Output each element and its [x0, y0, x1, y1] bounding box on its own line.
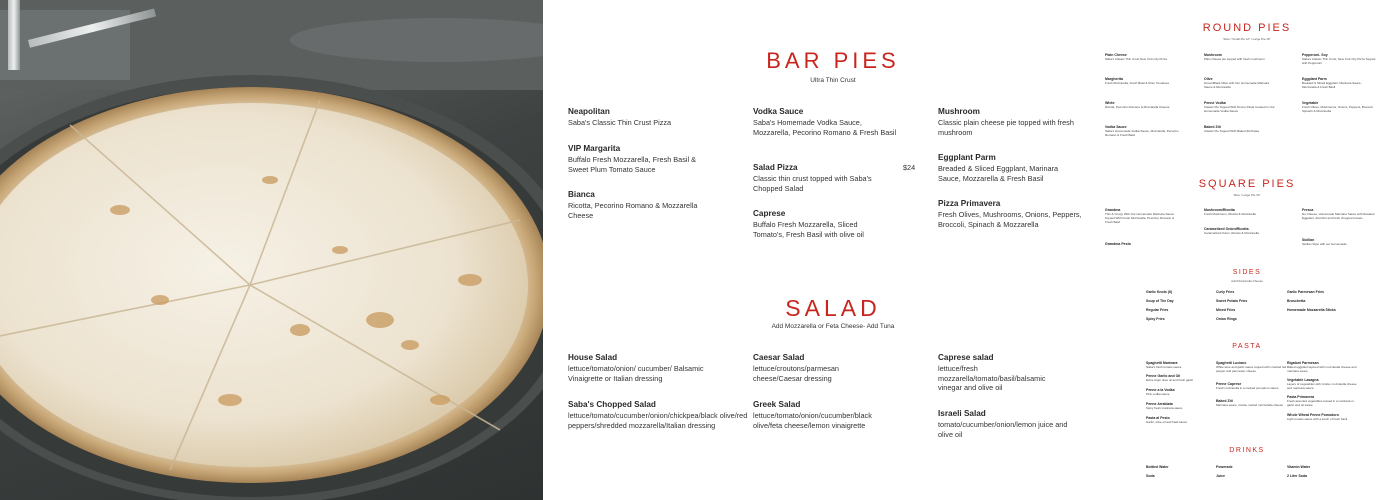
mini-item-name: Regular Fries: [1146, 308, 1169, 312]
mini-item-desc: Garlic, olive oil and basil sauce: [1146, 420, 1188, 424]
mini-item: [1216, 474, 1290, 478]
item-name: Pizza Primavera: [938, 199, 1001, 208]
mini-item-desc: Classic Pie Topped With Penne Pasta Cooked In Our Homemade Vodka Sauce: [1204, 105, 1275, 113]
mini-item-name: Vodka Sauce: [1105, 125, 1127, 129]
menu-item: [753, 209, 883, 239]
item-name: Vodka Sauce: [753, 107, 804, 116]
mini-item-name: Juice: [1216, 474, 1225, 478]
mini-item: [1204, 77, 1278, 89]
item-desc: Buffalo Fresh Mozzarella, Fresh Basil & Sweet Plum Tomato Sauce: [568, 155, 697, 174]
bar-pies-title: BAR PIES: [766, 48, 900, 73]
pasta-title: PASTA: [1232, 343, 1262, 350]
mini-item: [1216, 308, 1290, 312]
mini-item: [1146, 474, 1220, 478]
menu-item: [938, 153, 1078, 183]
item-name: Caprese salad: [938, 353, 994, 362]
mini-item: [1146, 416, 1220, 424]
mini-item-name: Grandma: [1105, 208, 1121, 212]
mini-item: [1146, 317, 1220, 321]
mini-item-name: Pasta al Pesto: [1146, 416, 1170, 420]
mini-item-name: Bruschetta: [1287, 299, 1306, 303]
item-name: Neapolitan: [568, 107, 610, 116]
mini-item-desc: No Cheese, Homemade Marinara Sauce with Roasted Eggplant, Zucchini and fresh chopped tomato: [1302, 212, 1375, 220]
mini-item-desc: Spicy fresh marinara sauce: [1146, 406, 1183, 410]
mini-item: [1204, 53, 1278, 61]
mini-item-name: Penne Vodka: [1204, 101, 1226, 105]
item-desc: Breaded & Sliced Eggplant, Marinara Sauce, Mozzarella & Fresh Basil: [938, 164, 1059, 183]
mini-item-name: Pasta Primavera: [1287, 395, 1315, 399]
item-name: VIP Margarita: [568, 144, 621, 153]
item-name: House Salad: [568, 353, 618, 362]
mini-item-desc: Green/Black Olive with Our Homemade Marinara Sauce & Mozzarella: [1204, 81, 1270, 89]
mini-item-desc: Saba's Homemade Vodka Sauce, Mozzarella, Pecorino Romano & Fresh Basil: [1105, 129, 1179, 137]
mini-item-name: Soda: [1146, 474, 1155, 478]
mini-item: [1216, 382, 1290, 390]
mini-item-desc: Sicilian Style with our Homemade: [1302, 242, 1347, 246]
salad-title: SALAD: [785, 295, 881, 321]
item-name: Saba's Chopped Salad: [568, 400, 656, 409]
mini-item: [1146, 299, 1220, 303]
mini-item-name: Plain Cheese: [1105, 53, 1127, 57]
mini-item-desc: Classic Pie Topped With Baked Ziti Pasta: [1204, 129, 1259, 133]
item-desc: Classic thin crust topped with Saba's Chopped Salad: [753, 174, 872, 193]
item-name: Caesar Salad: [753, 353, 805, 362]
sides-subtitle: Add Mozzarella Cheese: [1231, 279, 1263, 283]
item-name: Eggplant Parm: [938, 153, 996, 162]
mini-item: [1204, 101, 1278, 113]
pizza-photo: [0, 0, 543, 500]
mini-item: [1146, 388, 1220, 396]
mini-item-name: Margherita: [1105, 77, 1123, 81]
mini-item-desc: Fresh Mozzarella, Fresh Basil & Plum Tomatoes: [1105, 81, 1169, 85]
mini-item-name: Sicilian: [1302, 238, 1315, 242]
mini-item-name: Olive: [1204, 77, 1213, 81]
mini-item-name: Whole Wheat Penne Pomodoro: [1287, 413, 1339, 417]
mini-item-name: 2 Liter Soda: [1287, 474, 1308, 478]
mini-item: [1216, 290, 1290, 294]
item-desc: lettuce/tomato/onion/cucumber/black olive/feta cheese/lemon vinaigrette: [753, 411, 872, 430]
sides-title: SIDES: [1232, 269, 1262, 276]
mini-item-name: Rigatoni Parmesan: [1287, 361, 1319, 365]
item-desc: tomato/cucumber/onion/lemon juice and olive oil: [938, 420, 1068, 439]
mini-item-desc: Caramelized Onion, Ricotta & Mozzarella: [1204, 231, 1259, 235]
mini-item-desc: Baked eggplant layered with mozzarella cheese and marinara sauce: [1287, 365, 1357, 373]
menu-item: [938, 199, 1083, 229]
mini-item-name: Spaghetti Marinara: [1146, 361, 1178, 365]
mini-item-name: Vegetable: [1302, 101, 1319, 105]
mini-item-desc: White wine and garlic sauce topped with crushed red pepper and parmesan cheese: [1216, 365, 1287, 373]
mini-item: [1287, 308, 1361, 312]
mini-item-desc: Light tomato sauce with a touch of fresh basil: [1287, 417, 1348, 421]
mini-item-name: Baked Ziti: [1216, 399, 1233, 403]
round-pies-subtitle: Slice / Small Pie 12" / Large Pie 16": [1223, 37, 1271, 41]
mini-item-desc: Saba's Classic Thin Crust, New York City Pizza Topped with Pepperoni: [1302, 57, 1376, 65]
mini-item-name: Garlic Parmesan Fries: [1287, 290, 1324, 294]
mini-item-name: Garlic Knots (6): [1146, 290, 1173, 294]
mini-item: [1287, 413, 1361, 421]
mini-item-name: White: [1105, 101, 1115, 105]
mini-item-name: Homemade Mozzarella Sticks: [1287, 308, 1336, 312]
item-desc: Saba's Classic Thin Crust Pizza: [568, 118, 672, 127]
menu-item: [568, 190, 718, 220]
item-desc: Buffalo Fresh Mozzarella, Sliced Tomato's, Fresh Basil with olive oil: [753, 220, 864, 239]
mini-item: [1204, 125, 1278, 133]
mini-item-name: Penne Garlic and Oil: [1146, 374, 1181, 378]
square-pies-subtitle: Slice / Large Pie 16": [1233, 193, 1261, 197]
mini-item-name: Penne Caprese: [1216, 382, 1242, 386]
menu-item: [568, 107, 748, 128]
mini-item-name: Caramelized Onion/Ricotta: [1204, 227, 1249, 231]
mini-item: [1302, 208, 1376, 220]
mini-item-name: Soup of The Day: [1146, 299, 1174, 303]
drinks-title: DRINKS: [1229, 447, 1265, 454]
mini-item-desc: Extra virgin olive oil and fresh garlic: [1146, 378, 1194, 382]
mini-item-name: Pepperoni- Soy: [1302, 53, 1328, 57]
mini-item-name: Eggplant Parm: [1302, 77, 1327, 81]
mini-item: [1105, 242, 1179, 246]
mini-item: [1105, 208, 1179, 224]
mini-item-name: Mushroom/Ricotta: [1204, 208, 1235, 212]
mini-item-desc: Breaded & Sliced Eggplant, Marinara Sauce, Mozzarella & Fresh Basil: [1302, 81, 1362, 89]
mini-item-desc: Plain cheese pie topped with fresh mushroom: [1204, 57, 1265, 61]
menu-item: [753, 107, 898, 137]
item-name: Bianca: [568, 190, 595, 199]
menu-item: [938, 409, 1078, 439]
mini-item-desc: Fresh Olives, Mushrooms, Onions, Peppers, Broccoli, Spinach & Mozzarella: [1302, 105, 1374, 113]
item-desc: Fresh Olives, Mushrooms, Onions, Peppers, Broccoli, Spinach & Mozzarella: [938, 210, 1082, 229]
item-desc: Ricotta, Pecorino Romano & Mozzarella Cheese: [568, 201, 698, 220]
mini-item: [1287, 290, 1361, 294]
mini-item: [1105, 53, 1179, 61]
mini-item-name: Fresca: [1302, 208, 1314, 212]
mini-item: [1216, 317, 1290, 321]
mini-item: [1146, 361, 1220, 369]
mini-item: [1146, 465, 1220, 469]
mini-item: [1302, 77, 1376, 89]
mini-item: [1302, 101, 1376, 113]
item-name: Israeli Salad: [938, 409, 986, 418]
item-desc: lettuce/tomato/cucumber/onion/chickpea/black olive/red peppers/shredded mozzarella/Italian dressing: [568, 411, 748, 430]
mini-item: [1287, 465, 1361, 469]
mini-item: [1105, 77, 1179, 85]
mini-item-name: Spicy Fries: [1146, 317, 1165, 321]
mini-item: [1204, 208, 1278, 216]
item-name: Caprese: [753, 209, 786, 218]
mini-item-desc: Layers of vegetables with ricotta, mozzarella cheese and marinara sauce: [1287, 382, 1357, 390]
mini-item-name: Vegetable Lasagna: [1287, 378, 1319, 382]
mini-item: [1302, 53, 1376, 65]
round-pies-title: ROUND PIES: [1202, 22, 1292, 34]
item-name: Salad Pizza: [753, 163, 798, 172]
item-desc: lettuce/fresh mozzarella/tomato/basil/balsamic vinegar and olive oil: [938, 364, 1046, 393]
item-name: Greek Salad: [753, 400, 801, 409]
mini-item-name: Baked Ziti: [1204, 125, 1221, 129]
menu-item: [753, 163, 893, 193]
price-label: $24: [903, 163, 916, 172]
mini-item-name: Onion Rings: [1216, 317, 1237, 321]
mini-item: [1216, 361, 1290, 373]
mini-item: [1146, 402, 1220, 410]
mini-item: [1287, 474, 1361, 478]
mini-item-desc: Marinara sauce, ricotta, melted mozzarella cheese: [1216, 403, 1284, 407]
mini-item-desc: Fresh Mushroom, Ricotta & Mozzarella: [1204, 212, 1256, 216]
bar-pies-subtitle: Ultra Thin Crust: [810, 77, 856, 84]
menu-item: [938, 107, 1078, 137]
mini-item: [1216, 465, 1290, 469]
menu-item: [568, 400, 748, 430]
mini-item: [1287, 299, 1361, 303]
mini-item: [1146, 374, 1220, 382]
mini-item-desc: Thin & Crispy With Our Homemade Marinara Sauce Topped With Fresh Mozzarella, Pecorino Romano & Fresh Basil: [1105, 212, 1175, 224]
item-desc: Classic plain cheese pie topped with fresh mushroom: [938, 118, 1074, 137]
mini-item-desc: Fresh assorted vegetables tossed in a marinara or garlic and oil sauce: [1287, 399, 1354, 407]
mini-item-name: Grandma Pesto: [1105, 242, 1131, 246]
mini-item-name: Sweet Potato Fries: [1216, 299, 1248, 303]
mini-item-desc: Fresh mozzarella in a cooked pomodoro sauce: [1216, 386, 1279, 390]
mini-item-desc: Saba's Classic Thin Crust New York City Pizza: [1105, 57, 1167, 61]
mini-item-desc: Pink vodka sauce: [1146, 392, 1170, 396]
mini-item-name: Spaghetti Luciano: [1216, 361, 1247, 365]
mini-item: [1146, 308, 1220, 312]
mini-item: [1302, 238, 1376, 248]
mini-item: [1287, 361, 1361, 373]
mini-item: [1287, 395, 1361, 407]
mini-item-name: Curly Fries: [1216, 290, 1235, 294]
menu-item: [568, 144, 718, 174]
menu-item: [938, 353, 1068, 393]
mini-item: [1204, 227, 1278, 235]
mini-item-desc: Saba's fresh tomato sauce: [1146, 365, 1182, 369]
mini-item-name: Powerade: [1216, 465, 1233, 469]
mini-item-name: Penne Arrabiata: [1146, 402, 1173, 406]
menu-item: [568, 353, 708, 383]
salad-subtitle: Add Mozzarella or Feta Cheese- Add Tuna: [771, 323, 895, 330]
mini-item-name: Bottled Water: [1146, 465, 1169, 469]
mini-item: [1105, 101, 1179, 109]
mini-item: [1146, 290, 1220, 294]
mini-item-name: Penne a la Vodka: [1146, 388, 1175, 392]
mini-item-name: Mixed Fries: [1216, 308, 1236, 312]
mini-item-name: Mushroom: [1204, 53, 1222, 57]
item-name: Mushroom: [938, 107, 980, 116]
steel-rail-icon: [8, 0, 20, 70]
square-pies-title: SQUARE PIES: [1198, 178, 1296, 190]
mini-item-name: Vitamin Water: [1287, 465, 1311, 469]
menu-item: [753, 400, 903, 430]
mini-item: [1216, 299, 1290, 303]
item-desc: lettuce/croutons/parmesan cheese/Caesar dressing: [753, 364, 839, 383]
mini-item: [1216, 399, 1290, 407]
mini-item-desc: Ricotta, Pecorino Romano & Mozzarella Cheese: [1105, 105, 1170, 109]
mini-item: [1287, 378, 1361, 390]
item-desc: lettuce/tomato/onion/ cucumber/ Balsamic Vinaigrette or Italian dressing: [568, 364, 704, 383]
menu-item: [753, 353, 873, 383]
item-desc: Saba's Homemade Vodka Sauce, Mozzarella, Pecorino Romano & Fresh Basil: [753, 118, 897, 137]
pizza-illustration: [0, 0, 543, 500]
mini-item: [1105, 125, 1179, 137]
